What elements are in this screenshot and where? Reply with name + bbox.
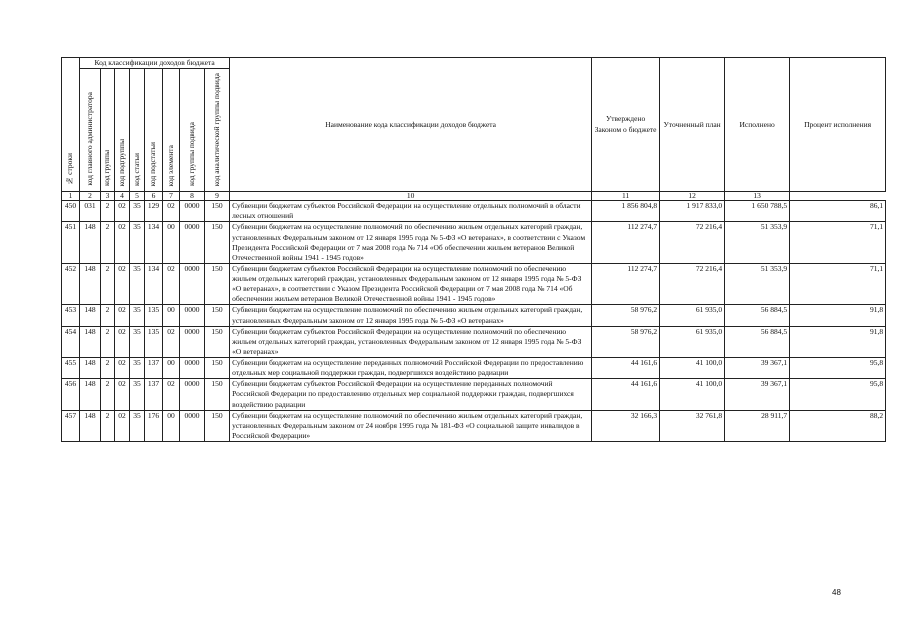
admin-code-cell: 031 — [80, 201, 101, 222]
name-cell: Субвенции бюджетам на осуществление полномочий по обеспечению жильем отдельных категорий граждан, установленных Федеральным законом от 12 января 1995 года № 5-ФЗ «О ветеранах» — [230, 305, 592, 326]
group-code-cell: 2 — [101, 379, 115, 410]
revised-cell: 72 216,4 — [660, 263, 725, 305]
subarticle-code-cell: 134 — [145, 263, 163, 305]
subarticle-code-cell: 176 — [145, 410, 163, 441]
element-code-cell: 00 — [163, 410, 180, 441]
row-number-cell: 455 — [62, 358, 80, 379]
admin-code-cell: 148 — [80, 358, 101, 379]
admin-code-cell: 148 — [80, 326, 101, 357]
name-cell: Субвенции бюджетам на осуществление полномочий по обеспечению жильем отдельных категорий граждан, установленных Федеральным законом от 12 января 1995 года № 5-ФЗ «О ветеранах», в соответствии с Указом Президента Российской Федерации от 7 мая 2008 года № 714 «Об обеспечении жильем ветеранов Великой Отечественной войны 1941 - 1945 годов» — [230, 222, 592, 264]
admin-code-cell: 148 — [80, 222, 101, 264]
article-code-cell: 35 — [130, 379, 145, 410]
element-code-cell: 00 — [163, 305, 180, 326]
subtype-group-code-cell: 0000 — [180, 358, 205, 379]
group-code-cell: 2 — [101, 358, 115, 379]
article-code-cell: 35 — [130, 222, 145, 264]
subtype-group-code-cell: 0000 — [180, 379, 205, 410]
percent-cell: 91,8 — [790, 326, 886, 357]
group-code-cell: 2 — [101, 222, 115, 264]
element-code-cell: 02 — [163, 326, 180, 357]
column-number: 8 — [180, 192, 205, 201]
column-number: 11 — [592, 192, 660, 201]
row-number-cell: 454 — [62, 326, 80, 357]
approved-cell: 1 856 804,8 — [592, 201, 660, 222]
subtype-group-code-cell: 0000 — [180, 263, 205, 305]
column-number: 6 — [145, 192, 163, 201]
article-code-cell: 35 — [130, 410, 145, 441]
column-number: 10 — [230, 192, 592, 201]
subtype-group-code-cell: 0000 — [180, 410, 205, 441]
page-number: 48 — [832, 588, 841, 597]
row-number-cell: 453 — [62, 305, 80, 326]
row-number-cell: 456 — [62, 379, 80, 410]
subarticle-code-cell: 135 — [145, 305, 163, 326]
header-name: Наименование кода классификации доходов бюджета — [230, 58, 592, 192]
executed-cell: 39 367,1 — [725, 379, 790, 410]
subgroup-code-cell: 02 — [115, 263, 130, 305]
article-code-cell: 35 — [130, 326, 145, 357]
group-code-cell: 2 — [101, 201, 115, 222]
subgroup-code-cell: 02 — [115, 305, 130, 326]
column-number: 13 — [725, 192, 790, 201]
percent-cell: 86,1 — [790, 201, 886, 222]
group-code-cell: 2 — [101, 305, 115, 326]
executed-cell: 1 650 788,5 — [725, 201, 790, 222]
revised-cell: 72 216,4 — [660, 222, 725, 264]
column-number: 5 — [130, 192, 145, 201]
header-code-group: Код классификации доходов бюджета — [80, 58, 230, 69]
approved-cell: 58 976,2 — [592, 326, 660, 357]
subarticle-code-cell: 137 — [145, 358, 163, 379]
subgroup-code-cell: 02 — [115, 358, 130, 379]
element-code-cell: 02 — [163, 201, 180, 222]
table-row — [62, 305, 886, 326]
row-number-cell: 451 — [62, 222, 80, 264]
name-cell: Субвенции бюджетам субъектов Российской Федерации на осуществление полномочий по обеспечению жильем отдельных категорий граждан, установленных Федеральным законом от 12 января 1995 года № 5-ФЗ «О ветеранах» — [230, 326, 592, 357]
percent-cell: 71,1 — [790, 263, 886, 305]
group-code-cell: 2 — [101, 263, 115, 305]
admin-code-cell: 148 — [80, 305, 101, 326]
column-number: 12 — [660, 192, 725, 201]
table-row — [62, 201, 886, 222]
percent-cell: 95,8 — [790, 358, 886, 379]
row-number-cell: 452 — [62, 263, 80, 305]
analytic-code-cell: 150 — [205, 410, 230, 441]
column-number-row — [62, 192, 886, 201]
analytic-code-cell: 150 — [205, 379, 230, 410]
approved-cell: 32 166,3 — [592, 410, 660, 441]
table-row — [62, 222, 886, 264]
group-code-cell: 2 — [101, 410, 115, 441]
revised-cell: 41 100,0 — [660, 379, 725, 410]
subarticle-code-cell: 129 — [145, 201, 163, 222]
admin-code-cell: 148 — [80, 410, 101, 441]
header-code-analytic: код аналитической группы подвида — [205, 69, 230, 192]
header-code-group-col: код группы — [101, 69, 115, 192]
revised-cell: 61 935,0 — [660, 326, 725, 357]
table-row — [62, 410, 886, 441]
header-code-subtype-group: код группы подвида — [180, 69, 205, 192]
budget-income-table — [61, 57, 886, 442]
column-number: 1 — [62, 192, 80, 201]
element-code-cell: 02 — [163, 379, 180, 410]
approved-cell: 44 161,6 — [592, 379, 660, 410]
column-number: 9 — [205, 192, 230, 201]
executed-cell: 56 884,5 — [725, 326, 790, 357]
header-percent: Процент исполнения — [790, 58, 886, 192]
percent-cell: 95,8 — [790, 379, 886, 410]
subtype-group-code-cell: 0000 — [180, 305, 205, 326]
revised-cell: 1 917 833,0 — [660, 201, 725, 222]
table-row — [62, 326, 886, 357]
table-row — [62, 379, 886, 410]
column-number: 3 — [101, 192, 115, 201]
header-code-subarticle: код подстатьи — [145, 69, 163, 192]
percent-cell: 91,8 — [790, 305, 886, 326]
subarticle-code-cell: 137 — [145, 379, 163, 410]
column-number: 4 — [115, 192, 130, 201]
percent-cell: 88,2 — [790, 410, 886, 441]
table-body — [62, 201, 886, 442]
group-code-cell: 2 — [101, 326, 115, 357]
approved-cell: 58 976,2 — [592, 305, 660, 326]
executed-cell: 56 884,5 — [725, 305, 790, 326]
header-row-number: № строки — [62, 58, 80, 192]
article-code-cell: 35 — [130, 201, 145, 222]
subtype-group-code-cell: 0000 — [180, 326, 205, 357]
analytic-code-cell: 150 — [205, 326, 230, 357]
element-code-cell: 00 — [163, 358, 180, 379]
analytic-code-cell: 150 — [205, 222, 230, 264]
article-code-cell: 35 — [130, 358, 145, 379]
header-code-article: код статьи — [130, 69, 145, 192]
header-revised: Уточненный план — [660, 58, 725, 192]
executed-cell: 51 353,9 — [725, 222, 790, 264]
admin-code-cell: 148 — [80, 379, 101, 410]
element-code-cell: 00 — [163, 222, 180, 264]
column-number: 7 — [163, 192, 180, 201]
row-number-cell: 457 — [62, 410, 80, 441]
percent-cell: 71,1 — [790, 222, 886, 264]
approved-cell: 112 274,7 — [592, 222, 660, 264]
analytic-code-cell: 150 — [205, 358, 230, 379]
table-row — [62, 358, 886, 379]
subgroup-code-cell: 02 — [115, 222, 130, 264]
element-code-cell: 02 — [163, 263, 180, 305]
header-executed: Исполнено — [725, 58, 790, 192]
revised-cell: 61 935,0 — [660, 305, 725, 326]
name-cell: Субвенции бюджетам субъектов Российской Федерации на осуществление отдельных полномочий в области лесных отношений — [230, 201, 592, 222]
subgroup-code-cell: 02 — [115, 410, 130, 441]
admin-code-cell: 148 — [80, 263, 101, 305]
subgroup-code-cell: 02 — [115, 326, 130, 357]
column-number: 2 — [80, 192, 101, 201]
subarticle-code-cell: 134 — [145, 222, 163, 264]
article-code-cell: 35 — [130, 263, 145, 305]
name-cell: Субвенции бюджетам субъектов Российской Федерации на осуществление полномочий по обеспечению жильем отдельных категорий граждан, установленных Федеральным законом от 12 января 1995 года № 5-ФЗ «О ветеранах», в соответствии с Указом Президента Российской Федерации от 7 мая 2008 года № 714 «Об обеспечении жильем ветеранов Великой Отечественной войны 1941 - 1945 годов» — [230, 263, 592, 305]
name-cell: Субвенции бюджетам на осуществление полномочий по обеспечению жильем отдельных категорий граждан, установленных Федеральным законом от 24 ноября 1995 года № 181-ФЗ «О социальной защите инвалидов в Российской Федерации» — [230, 410, 592, 441]
name-cell: Субвенции бюджетам на осуществление переданных полномочий Российской Федерации по предоставлению отдельных мер социальной поддержки граждан, подвергшихся воздействию радиации — [230, 358, 592, 379]
approved-cell: 44 161,6 — [592, 358, 660, 379]
table-row — [62, 263, 886, 305]
subgroup-code-cell: 02 — [115, 201, 130, 222]
subgroup-code-cell: 02 — [115, 379, 130, 410]
analytic-code-cell: 150 — [205, 263, 230, 305]
executed-cell: 39 367,1 — [725, 358, 790, 379]
subarticle-code-cell: 135 — [145, 326, 163, 357]
executed-cell: 51 353,9 — [725, 263, 790, 305]
approved-cell: 112 274,7 — [592, 263, 660, 305]
header-code-subgroup: код подгруппы — [115, 69, 130, 192]
executed-cell: 28 911,7 — [725, 410, 790, 441]
row-number-cell: 450 — [62, 201, 80, 222]
header-code-admin: код главного администратора — [80, 69, 101, 192]
article-code-cell: 35 — [130, 305, 145, 326]
header-code-element: код элемента — [163, 69, 180, 192]
subtype-group-code-cell: 0000 — [180, 201, 205, 222]
analytic-code-cell: 150 — [205, 201, 230, 222]
revised-cell: 32 761,8 — [660, 410, 725, 441]
revised-cell: 41 100,0 — [660, 358, 725, 379]
analytic-code-cell: 150 — [205, 305, 230, 326]
header-approved: Утверждено Законом о бюджете — [592, 58, 660, 192]
name-cell: Субвенции бюджетам субъектов Российской Федерации на осуществление переданных полномочий Российской Федерации по предоставлению отдельных мер социальной поддержки граждан, подвергшихся воздействию радиации — [230, 379, 592, 410]
subtype-group-code-cell: 0000 — [180, 222, 205, 264]
